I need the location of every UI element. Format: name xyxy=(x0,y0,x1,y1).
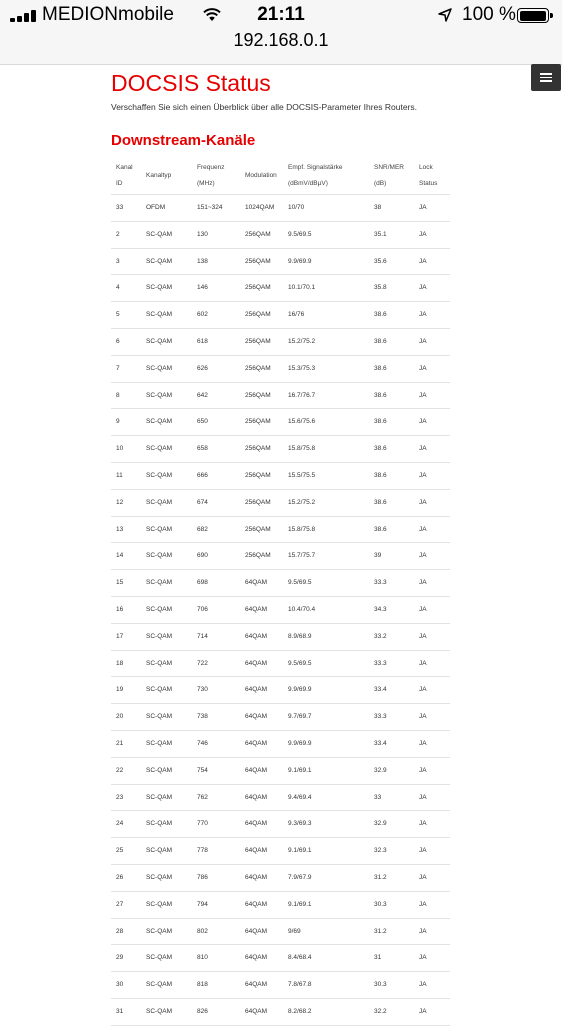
cell-channel-id: 18 xyxy=(116,659,124,667)
table-row xyxy=(111,409,450,436)
cell-channel-id: 31 xyxy=(116,1007,124,1015)
table-row xyxy=(111,624,450,651)
header-line: (MHz) xyxy=(197,180,215,187)
cell-frequency: 714 xyxy=(197,632,208,640)
cell-channel-id: 24 xyxy=(116,820,124,828)
table-row xyxy=(111,945,450,972)
battery-percentage: 100 % xyxy=(462,4,516,25)
header-snr-mer xyxy=(374,160,404,192)
cell-modulation: 64QAM xyxy=(245,1007,268,1015)
cell-channel-type: SC-QAM xyxy=(146,793,172,801)
cell-channel-type: SC-QAM xyxy=(146,284,172,292)
table-row xyxy=(111,838,450,865)
cell-snr-mer: 33.4 xyxy=(374,739,387,747)
table-row xyxy=(111,811,450,838)
cell-modulation: 64QAM xyxy=(245,981,268,989)
cell-signal-strength: 9.5/69.5 xyxy=(288,659,312,667)
cell-signal-strength: 15.6/75.6 xyxy=(288,418,316,426)
cell-modulation: 256QAM xyxy=(245,311,271,319)
address-bar[interactable]: 192.168.0.1 xyxy=(233,30,329,50)
cell-signal-strength: 10.1/70.1 xyxy=(288,284,316,292)
ios-status-bar xyxy=(0,0,562,65)
cell-channel-id: 19 xyxy=(116,686,124,694)
cell-channel-type: SC-QAM xyxy=(146,713,172,721)
header-channel-type xyxy=(146,168,171,184)
cell-modulation: 256QAM xyxy=(245,257,271,265)
header-line: Modulation xyxy=(245,172,277,179)
cell-lock-status: JA xyxy=(419,525,427,533)
cell-modulation: 256QAM xyxy=(245,337,271,345)
cell-signal-strength: 15.7/75.7 xyxy=(288,552,316,560)
cell-frequency: 746 xyxy=(197,739,208,747)
cell-channel-type: SC-QAM xyxy=(146,391,172,399)
cell-snr-mer: 33.3 xyxy=(374,659,387,667)
cell-signal-strength: 8.2/68.2 xyxy=(288,1007,312,1015)
cell-channel-type: SC-QAM xyxy=(146,498,172,506)
cell-lock-status: JA xyxy=(419,820,427,828)
cell-channel-type: SC-QAM xyxy=(146,525,172,533)
cell-modulation: 256QAM xyxy=(245,230,271,238)
cell-channel-type: SC-QAM xyxy=(146,230,172,238)
cell-channel-type: SC-QAM xyxy=(146,552,172,560)
header-line: Status xyxy=(419,180,438,187)
cell-channel-type: SC-QAM xyxy=(146,311,172,319)
table-row xyxy=(111,543,450,570)
cell-modulation: 64QAM xyxy=(245,900,268,908)
table-row xyxy=(111,758,450,785)
cell-channel-id: 7 xyxy=(116,364,120,372)
cell-channel-id: 15 xyxy=(116,579,124,587)
cell-channel-id: 20 xyxy=(116,713,124,721)
cell-snr-mer: 38.6 xyxy=(374,498,387,506)
cell-modulation: 64QAM xyxy=(245,686,268,694)
cell-snr-mer: 33.3 xyxy=(374,579,387,587)
cell-snr-mer: 38.6 xyxy=(374,391,387,399)
cell-channel-id: 2 xyxy=(116,230,120,238)
cell-snr-mer: 32.9 xyxy=(374,766,387,774)
cell-channel-type: SC-QAM xyxy=(146,820,172,828)
cell-frequency: 698 xyxy=(197,579,208,587)
cell-lock-status: JA xyxy=(419,686,427,694)
cell-snr-mer: 35.1 xyxy=(374,230,387,238)
cell-modulation: 256QAM xyxy=(245,552,271,560)
cell-frequency: 778 xyxy=(197,847,208,855)
cell-snr-mer: 31.2 xyxy=(374,927,387,935)
cell-modulation: 64QAM xyxy=(245,605,268,613)
header-line: (dB) xyxy=(374,180,387,187)
cell-channel-id: 26 xyxy=(116,873,124,881)
cell-snr-mer: 30.3 xyxy=(374,981,387,989)
cell-frequency: 151~324 xyxy=(197,204,223,211)
cell-signal-strength: 15.2/75.2 xyxy=(288,498,316,506)
cell-frequency: 786 xyxy=(197,873,208,881)
cell-channel-id: 23 xyxy=(116,793,124,801)
cell-lock-status: JA xyxy=(419,364,427,372)
cell-lock-status: JA xyxy=(419,311,427,319)
header-line: Frequenz xyxy=(197,164,225,171)
cell-snr-mer: 33.2 xyxy=(374,632,387,640)
cell-modulation: 64QAM xyxy=(245,873,268,881)
cell-lock-status: JA xyxy=(419,632,427,640)
table-row xyxy=(111,383,450,410)
cell-lock-status: JA xyxy=(419,793,427,801)
page-subtitle: Verschaffen Sie sich einen Überblick über alle DOCSIS-Parameter Ihres Routers. xyxy=(111,102,417,112)
cell-modulation: 64QAM xyxy=(245,766,268,774)
cell-channel-id: 3 xyxy=(116,257,120,265)
cell-snr-mer: 31 xyxy=(374,954,382,962)
cell-channel-type: SC-QAM xyxy=(146,847,172,855)
cell-modulation: 64QAM xyxy=(245,739,268,747)
cell-lock-status: JA xyxy=(419,954,427,962)
cell-signal-strength: 9.4/69.4 xyxy=(288,793,312,801)
cell-signal-strength: 7.9/67.9 xyxy=(288,873,312,881)
cell-signal-strength: 9.9/69.9 xyxy=(288,686,312,694)
cell-channel-id: 17 xyxy=(116,632,124,640)
cell-modulation: 64QAM xyxy=(245,579,268,587)
table-row xyxy=(111,249,450,276)
header-line: Lock xyxy=(419,164,433,171)
cell-channel-type: SC-QAM xyxy=(146,471,172,479)
cell-lock-status: JA xyxy=(419,579,427,587)
cell-lock-status: JA xyxy=(419,284,427,292)
cell-lock-status: JA xyxy=(419,766,427,774)
cell-frequency: 618 xyxy=(197,337,208,345)
cell-channel-type: SC-QAM xyxy=(146,632,172,640)
header-line: (dBmV/dBµV) xyxy=(288,180,328,187)
cell-lock-status: JA xyxy=(419,418,427,426)
cell-channel-id: 28 xyxy=(116,927,124,935)
table-row xyxy=(111,972,450,999)
cell-channel-id: 9 xyxy=(116,418,120,426)
header-line: SNR/MER xyxy=(374,164,404,171)
table-row xyxy=(111,731,450,758)
cell-signal-strength: 9.1/69.1 xyxy=(288,847,312,855)
cell-channel-type: SC-QAM xyxy=(146,739,172,747)
table-row xyxy=(111,597,450,624)
cell-lock-status: JA xyxy=(419,981,427,989)
cell-modulation: 64QAM xyxy=(245,632,268,640)
page-title: DOCSIS Status xyxy=(111,70,271,96)
cell-lock-status: JA xyxy=(419,873,427,881)
cell-channel-id: 6 xyxy=(116,337,120,345)
cell-frequency: 722 xyxy=(197,659,208,667)
table-row xyxy=(111,865,450,892)
cell-frequency: 690 xyxy=(197,552,208,560)
cell-frequency: 754 xyxy=(197,766,208,774)
cell-snr-mer: 35.6 xyxy=(374,257,387,265)
cell-channel-type: SC-QAM xyxy=(146,337,172,345)
cell-channel-id: 8 xyxy=(116,391,120,399)
cell-channel-type: SC-QAM xyxy=(146,257,172,265)
cell-channel-id: 5 xyxy=(116,311,120,319)
cell-modulation: 64QAM xyxy=(245,820,268,828)
cell-lock-status: JA xyxy=(419,605,427,613)
table-header xyxy=(111,158,450,195)
cell-lock-status: JA xyxy=(419,257,427,265)
cell-signal-strength: 9/69 xyxy=(288,927,301,935)
cell-frequency: 762 xyxy=(197,793,208,801)
header-lock-status xyxy=(419,160,437,192)
cell-snr-mer: 38.6 xyxy=(374,471,387,479)
cell-modulation: 256QAM xyxy=(245,525,271,533)
header-signal-strength xyxy=(288,160,343,192)
cell-signal-strength: 9.5/69.5 xyxy=(288,230,312,238)
cell-snr-mer: 33.4 xyxy=(374,686,387,694)
cell-snr-mer: 34.3 xyxy=(374,605,387,613)
cell-modulation: 256QAM xyxy=(245,445,271,453)
cell-snr-mer: 38.6 xyxy=(374,525,387,533)
cell-signal-strength: 15.2/75.2 xyxy=(288,337,316,345)
cell-snr-mer: 38.6 xyxy=(374,337,387,345)
cell-snr-mer: 33.3 xyxy=(374,713,387,721)
cell-signal-strength: 8.4/68.4 xyxy=(288,954,312,962)
cell-lock-status: JA xyxy=(419,204,427,211)
cell-channel-id: 30 xyxy=(116,981,124,989)
menu-button[interactable] xyxy=(531,64,561,91)
cell-signal-strength: 8.9/68.9 xyxy=(288,632,312,640)
cell-frequency: 794 xyxy=(197,900,208,908)
cell-channel-type: SC-QAM xyxy=(146,659,172,667)
cell-lock-status: JA xyxy=(419,900,427,908)
table-row xyxy=(111,195,450,222)
cell-lock-status: JA xyxy=(419,552,427,560)
table-row xyxy=(111,892,450,919)
cell-modulation: 64QAM xyxy=(245,793,268,801)
cell-modulation: 256QAM xyxy=(245,471,271,479)
cell-modulation: 256QAM xyxy=(245,364,271,372)
cell-signal-strength: 9.7/69.7 xyxy=(288,713,312,721)
cell-frequency: 802 xyxy=(197,927,208,935)
cell-signal-strength: 7.8/67.8 xyxy=(288,981,312,989)
cell-lock-status: JA xyxy=(419,927,427,935)
cell-lock-status: JA xyxy=(419,498,427,506)
cell-snr-mer: 31.2 xyxy=(374,873,387,881)
cell-channel-type: SC-QAM xyxy=(146,418,172,426)
header-modulation xyxy=(245,168,277,184)
cell-frequency: 674 xyxy=(197,498,208,506)
table-row xyxy=(111,222,450,249)
cell-snr-mer: 38.6 xyxy=(374,418,387,426)
cell-snr-mer: 39 xyxy=(374,552,382,560)
cell-snr-mer: 38.6 xyxy=(374,311,387,319)
cell-channel-type: SC-QAM xyxy=(146,900,172,908)
cell-channel-type: SC-QAM xyxy=(146,766,172,774)
cell-channel-id: 12 xyxy=(116,498,124,506)
cell-signal-strength: 9.9/69.9 xyxy=(288,257,312,265)
cell-modulation: 64QAM xyxy=(245,713,268,721)
cell-lock-status: JA xyxy=(419,739,427,747)
cell-channel-type: SC-QAM xyxy=(146,1007,172,1015)
cell-channel-id: 11 xyxy=(116,471,123,479)
cell-frequency: 706 xyxy=(197,605,208,613)
cell-channel-id: 22 xyxy=(116,766,124,774)
cell-signal-strength: 9.1/69.1 xyxy=(288,766,312,774)
battery-icon xyxy=(517,8,549,23)
table-row xyxy=(111,463,450,490)
header-channel-id xyxy=(116,160,133,192)
cell-signal-strength: 15.5/75.5 xyxy=(288,471,316,479)
cell-channel-id: 25 xyxy=(116,847,124,855)
table-row xyxy=(111,570,450,597)
table-row xyxy=(111,517,450,544)
cell-signal-strength: 10.4/70.4 xyxy=(288,605,316,613)
cell-snr-mer: 32.2 xyxy=(374,1007,387,1015)
cell-channel-type: SC-QAM xyxy=(146,686,172,694)
cell-frequency: 770 xyxy=(197,820,208,828)
cell-snr-mer: 35.8 xyxy=(374,284,387,292)
table-row xyxy=(111,999,450,1026)
cell-frequency: 818 xyxy=(197,981,208,989)
cell-channel-type: SC-QAM xyxy=(146,445,172,453)
table-row xyxy=(111,651,450,678)
cell-modulation: 256QAM xyxy=(245,498,271,506)
cell-frequency: 146 xyxy=(197,284,208,292)
table-row xyxy=(111,436,450,463)
cell-snr-mer: 32.9 xyxy=(374,820,387,828)
header-line: Empf. Signalstärke xyxy=(288,164,343,171)
cell-channel-id: 10 xyxy=(116,445,124,453)
table-row xyxy=(111,919,450,946)
table-row xyxy=(111,302,450,329)
cell-modulation: 64QAM xyxy=(245,847,268,855)
cell-frequency: 730 xyxy=(197,686,208,694)
cell-signal-strength: 9.1/69.1 xyxy=(288,900,312,908)
cell-channel-type: SC-QAM xyxy=(146,927,172,935)
cell-lock-status: JA xyxy=(419,391,427,399)
cell-snr-mer: 38.6 xyxy=(374,445,387,453)
carrier-name: MEDIONmobile xyxy=(42,4,174,25)
table-row xyxy=(111,704,450,731)
cell-signal-strength: 9.9/69.9 xyxy=(288,739,312,747)
cell-signal-strength: 9.3/69.3 xyxy=(288,820,312,828)
cell-snr-mer: 33 xyxy=(374,793,382,801)
cell-snr-mer: 32.3 xyxy=(374,847,387,855)
cell-snr-mer: 38 xyxy=(374,204,382,211)
table-row xyxy=(111,356,450,383)
table-row xyxy=(111,329,450,356)
table-row xyxy=(111,490,450,517)
cell-signal-strength: 16.7/76.7 xyxy=(288,391,316,399)
cell-frequency: 658 xyxy=(197,445,208,453)
cell-signal-strength: 15.3/75.3 xyxy=(288,364,316,372)
cell-lock-status: JA xyxy=(419,471,427,479)
cell-frequency: 738 xyxy=(197,713,208,721)
cell-frequency: 682 xyxy=(197,525,208,533)
cell-frequency: 666 xyxy=(197,471,208,479)
hamburger-menu-icon xyxy=(540,73,552,82)
cell-modulation: 64QAM xyxy=(245,659,268,667)
cell-channel-type: SC-QAM xyxy=(146,605,172,613)
cell-frequency: 602 xyxy=(197,311,208,319)
cell-signal-strength: 15.8/75.8 xyxy=(288,525,316,533)
cell-snr-mer: 30.3 xyxy=(374,900,387,908)
cell-channel-id: 14 xyxy=(116,552,124,560)
cell-lock-status: JA xyxy=(419,713,427,721)
cell-lock-status: JA xyxy=(419,847,427,855)
cell-frequency: 810 xyxy=(197,954,208,962)
header-line: ID xyxy=(116,180,123,187)
header-line: Kanaltyp xyxy=(146,172,172,179)
table-row xyxy=(111,677,450,704)
table-body xyxy=(111,195,450,1026)
cell-lock-status: JA xyxy=(419,445,427,453)
cell-signal-strength: 16/76 xyxy=(288,311,305,319)
cell-lock-status: JA xyxy=(419,1007,427,1015)
downstream-table xyxy=(111,158,450,1026)
cell-channel-type: SC-QAM xyxy=(146,981,172,989)
header-frequency xyxy=(197,160,224,192)
cell-channel-id: 27 xyxy=(116,900,124,908)
cell-channel-type: SC-QAM xyxy=(146,364,172,372)
cell-channel-id: 21 xyxy=(116,739,124,747)
cell-modulation: 256QAM xyxy=(245,284,271,292)
table-row xyxy=(111,785,450,812)
cell-lock-status: JA xyxy=(419,659,427,667)
cell-channel-type: OFDM xyxy=(146,204,166,211)
cell-modulation: 1024QAM xyxy=(245,204,275,211)
cell-channel-type: SC-QAM xyxy=(146,954,172,962)
header-line: Kanal xyxy=(116,164,133,171)
cell-modulation: 256QAM xyxy=(245,391,271,399)
cell-channel-type: SC-QAM xyxy=(146,579,172,587)
location-arrow-icon xyxy=(437,7,453,23)
cell-frequency: 642 xyxy=(197,391,208,399)
cell-channel-id: 13 xyxy=(116,525,124,533)
downstream-section-title: Downstream-Kanäle xyxy=(111,132,256,149)
cell-signal-strength: 15.8/75.8 xyxy=(288,445,316,453)
cell-modulation: 64QAM xyxy=(245,927,268,935)
cell-signal-strength: 9.5/69.5 xyxy=(288,579,312,587)
cell-channel-id: 29 xyxy=(116,954,124,962)
cell-lock-status: JA xyxy=(419,230,427,238)
cell-frequency: 626 xyxy=(197,364,208,372)
cell-lock-status: JA xyxy=(419,337,427,345)
cell-channel-id: 4 xyxy=(116,284,120,292)
cell-channel-id: 16 xyxy=(116,605,124,613)
cell-snr-mer: 38.6 xyxy=(374,364,387,372)
cell-frequency: 650 xyxy=(197,418,208,426)
cell-frequency: 130 xyxy=(197,230,208,238)
cell-channel-id: 33 xyxy=(116,204,124,211)
cell-signal-strength: 10/70 xyxy=(288,204,305,211)
clock: 21:11 xyxy=(257,4,305,25)
cell-modulation: 256QAM xyxy=(245,418,271,426)
cell-channel-type: SC-QAM xyxy=(146,873,172,881)
table-row xyxy=(111,275,450,302)
cell-frequency: 826 xyxy=(197,1007,208,1015)
cell-modulation: 64QAM xyxy=(245,954,268,962)
cell-frequency: 138 xyxy=(197,257,208,265)
